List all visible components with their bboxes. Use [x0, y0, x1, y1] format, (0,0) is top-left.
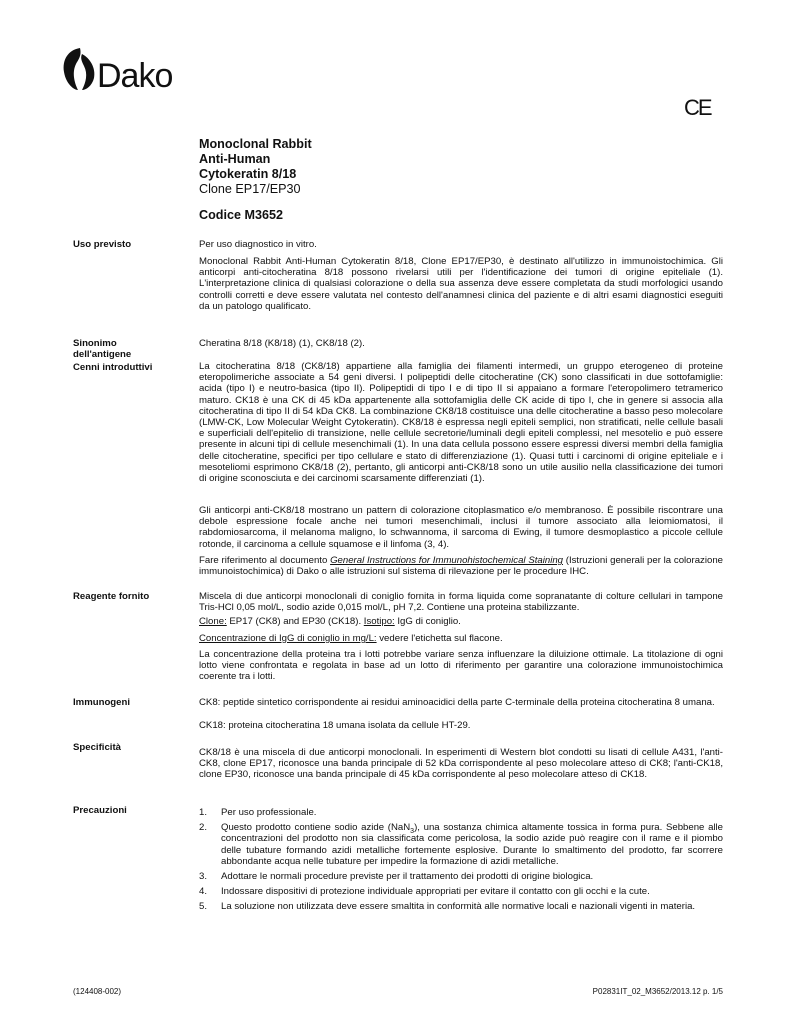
section-label-precauzioni: Precauzioni — [73, 805, 127, 816]
section-label-sinonimo: Sinonimo dell'antigene — [73, 338, 132, 361]
cenni-p3-post: (Istruzioni generali per la colorazione immunoistochimica) di Dako o alle istruzioni sul sistema di rilevazione per le procedure IHC. — [199, 555, 723, 578]
item-text: Adottare le normali procedure previste per il trattamento dei prodotti di origine biologica. — [221, 871, 594, 883]
cenni-p1: La citocheratina 8/18 (CK8/18) appartiene alla famiglia dei filamenti intermedi, un gruppo eterogeneo di proteine eteropolimeriche associate a 54 geni diversi. I polipeptidi delle citocheratine (CK) sono classificati in due sottofamiglie: acida (tipo I) e neutro-basica (tipo II). Polipeptidi di tipo I e di tipo II si appaiano a formare l'eteropolimero tetramerico maturo. CK18 è una CK di 45 kDa appartenente alla sottofamiglia delle CK acide di tipo I, che in genere si associa alla citocheratina di tipo II di 54 kDa CK8. La combinazione CK8/18 costituisce una delle citocheratine a basso peso molecolare (LMW-CK, Low Molecular Weight Cytokeratin). CK8/18 è espressa negli epiteli semplici, non stratificati, nelle cellule basali e superficiali dell'epitelio di transizione, nelle cellule secretorie/luminali degli epiteli complessi, nel mesotelio e può essere presente in alcuni tipi di cellule mesenchimali (1). In una data cellula possono essere espressi diversi membri della famiglia delle citocheratine, specifici per tipo cellulare e stato di differenziazione (1). Quasi tutti i carcinomi di origine epiteliale e i mesoteliomi esprimono CK8/18 (2), pertanto, gli anticorpi anti-CK8/18 sono un utile ausilio nella classificazione dei tumori di origine sconosciuta e dei carcinomi scarsamente differenziati (1). — [199, 361, 723, 485]
dako-emblem-icon — [60, 44, 100, 94]
reagente-p4: La concentrazione della proteina tra i lotti potrebbe variare senza influenzare la diluizione ottimale. La titolazione di ogni lotto viene confrontata e regolata in base ad un lotto di riferimento per garantire una colorazione immunoistochimica coerente tra i lotti. — [199, 649, 723, 683]
cenni-p3-pre: Fare riferimento al documento — [199, 555, 331, 566]
item-number: 2. — [199, 822, 208, 834]
section-label-uso: Uso previsto — [73, 239, 132, 250]
reagente-p1: Miscela di due anticorpi monoclonali di coniglio fornita in forma liquida come sopranatante di colture cellulari in tampone Tris-HCl 0,05 mol/L, sodio azide 0,015 mol/L, pH 7,2. Contiene una proteina stabilizzante. — [199, 591, 723, 614]
cenni-p3 — [199, 555, 723, 577]
item-text: La soluzione non utilizzata deve essere smaltita in conformità alle normative locali e nazionali vigenti in materia. — [221, 901, 696, 913]
item-number: 5. — [199, 901, 208, 913]
uso-p2: Monoclonal Rabbit Anti-Human Cytokeratin 8/18, Clone EP17/EP30, è destinato all'utilizzo in immunoistochimica. Gli anticorpi anti-citocheratina 8/18 possono rivelarsi utili per l'identificazione dei tumori di origine epiteliale (1). L'interpretazione clinica di qualsiasi colorazione o della sua assenza deve essere completata da studi morfologici usando controlli corretti e deve essere valutata nel contesto dell'anamnesi clinica del paziente e di altri esami diagnostici eseguiti da un patologo qualificato. — [199, 256, 723, 312]
immunogeni-p2: CK18: proteina citocheratina 18 umana isolata da cellule HT-29. — [199, 720, 471, 731]
brand-name: Dako — [97, 57, 173, 95]
list-item — [199, 807, 723, 818]
product-code: Codice M3652 — [199, 208, 283, 222]
conc-label: Concentrazione di IgG di coniglio in mg/L: — [199, 633, 377, 644]
list-item — [199, 871, 723, 882]
item-text-sub: 3 — [410, 828, 415, 836]
cenni-p2: Gli anticorpi anti-CK8/18 mostrano un pattern di colorazione citoplasmatico e/o membranoso. È possibile riscontrare una debole espressione focale anche nei tumori mesenchimali, inclusi il tumore associato alla leiomiomatosi, il rabdomiosarcoma, il melanoma maligno, lo schwannoma, il sarcoma di Ewing, il tumore desmoplastico a piccole cellule rotonde, il carcinoma a cellule squamose e il linfoma (3, 4). — [199, 505, 723, 550]
conc-text: vedere l'etichetta sul flacone. — [376, 633, 503, 644]
list-item — [199, 822, 723, 867]
product-title — [199, 137, 312, 197]
immunogeni-p1: CK8: peptide sintetico corrispondente ai residui aminoacidici della parte C-terminale della proteina citocheratina 8 umana. — [199, 697, 715, 708]
uso-p1: Per uso diagnostico in vitro. — [199, 239, 317, 250]
list-item — [199, 886, 723, 897]
title-line-1: Monoclonal Rabbit — [199, 137, 312, 151]
section-label-cenni: Cenni introduttivi — [73, 362, 153, 373]
clone-text: EP17 (CK8) and EP30 (CK18). — [226, 616, 364, 627]
item-text-pre: Questo prodotto contiene sodio azide (NaN — [221, 822, 411, 834]
item-number: 4. — [199, 886, 208, 898]
clone-label: Clone: — [199, 616, 227, 627]
ce-mark: CE — [684, 95, 711, 120]
dako-logo — [60, 44, 200, 100]
section-label-immunogeni: Immunogeni — [73, 697, 131, 708]
footer-right: P02831IT_02_M3652/2013.12 p. 1/5 — [592, 987, 723, 996]
reagente-clone — [199, 616, 723, 627]
item-number: 3. — [199, 871, 208, 883]
list-item — [199, 901, 723, 912]
sinonimo-text: Cheratina 8/18 (K8/18) (1), CK8/18 (2). — [199, 338, 365, 349]
section-label-reagente: Reagente fornito — [73, 591, 150, 602]
item-text: Per uso professionale. — [221, 807, 317, 818]
isotipo-label: Isotipo: — [363, 616, 395, 627]
specificita-text: CK8/18 è una miscela di due anticorpi monoclonali. In esperimenti di Western blot condotti su lisati di cellule A431, l'anti-CK8, clone EP17, riconosce una banda principale di 52 kDa corrispondente al peso molecolare atteso di CK8; l'anti-CK18, clone EP30, riconosce una banda principale di 45 kDa corrispondente al peso molecolare atteso di CK18. — [199, 747, 723, 781]
precauzioni-list — [199, 807, 723, 917]
item-text-post: ), una sostanza chimica altamente tossica in forma pura. Sebbene alle concentrazioni del prodotto non sia classificata come pericolosa, la sodio azide può reagire con il rame e il piombo delle tubature formando azidi metalliche fortemente esplosive. Durante lo smaltimento del prodotto, far scorrere abbondante acqua nelle tubature per impedire la formazione di azidi metalliche. — [221, 822, 723, 867]
item-number: 1. — [199, 807, 208, 818]
general-instructions-link[interactable]: General Instructions for Immunohistochemical Staining — [330, 555, 563, 566]
title-line-4: Clone EP17/EP30 — [199, 182, 301, 196]
title-line-3: Cytokeratin 8/18 — [199, 167, 297, 181]
section-label-specificita: Specificità — [73, 742, 121, 753]
title-line-2: Anti-Human — [199, 152, 271, 166]
reagente-conc — [199, 633, 723, 644]
footer-left: (124408-002) — [73, 987, 122, 996]
isotipo-text: IgG di coniglio. — [394, 616, 461, 627]
item-text: Indossare dispositivi di protezione individuale appropriati per evitare il contatto con gli occhi e la cute. — [221, 886, 650, 898]
